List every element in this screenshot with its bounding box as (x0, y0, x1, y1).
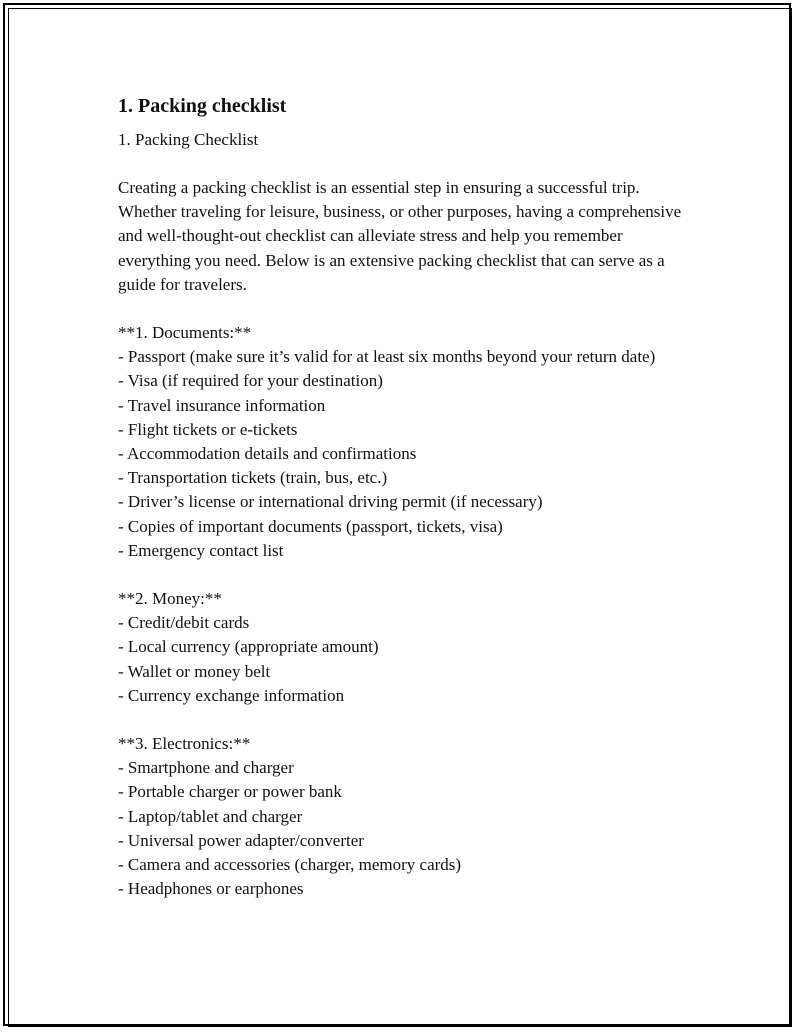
section-list (118, 345, 688, 563)
section-heading: **3. Electronics:** (118, 734, 251, 754)
list-item: - Transportation tickets (train, bus, etc.) (118, 468, 388, 488)
list-item: - Copies of important documents (passport, tickets, visa) (118, 516, 503, 536)
list-item: - Driver’s license or international driving permit (if necessary) (118, 492, 543, 512)
list-item: - Laptop/tablet and charger (118, 806, 303, 826)
intro-paragraph: Creating a packing checklist is an essential step in ensuring a successful trip. Whether traveling for leisure, business, or other purposes, having a comprehensive and well-thought-out checklist can alleviate stress and help you remember everything you need. Below is an extensive packing checklist that can serve as a guide for travelers. (118, 178, 682, 294)
list-item: - Camera and accessories (charger, memory cards) (118, 855, 462, 875)
section-money (118, 587, 688, 708)
document-body (118, 92, 688, 925)
list-item: - Flight tickets or e-tickets (118, 419, 298, 439)
list-item: - Visa (if required for your destination) (118, 371, 383, 391)
document-subtitle: 1. Packing Checklist (118, 130, 259, 149)
section-documents (118, 321, 688, 563)
list-item: - Local currency (appropriate amount) (118, 637, 379, 657)
section-heading: **2. Money:** (118, 589, 222, 609)
section-heading: **1. Documents:** (118, 323, 252, 343)
list-item: - Credit/debit cards (118, 613, 250, 633)
list-item: - Portable charger or power bank (118, 782, 342, 802)
list-item: - Headphones or earphones (118, 879, 304, 899)
list-item: - Travel insurance information (118, 395, 326, 415)
section-electronics (118, 732, 688, 901)
list-item: - Passport (make sure it’s valid for at least six months beyond your return date) (118, 347, 656, 367)
section-list (118, 756, 688, 901)
list-item: - Universal power adapter/converter (118, 830, 364, 850)
list-item: - Accommodation details and confirmations (118, 444, 417, 464)
list-item: - Emergency contact list (118, 540, 284, 560)
section-list (118, 611, 688, 708)
list-item: - Wallet or money belt (118, 661, 271, 681)
list-item: - Smartphone and charger (118, 758, 294, 778)
document-title: 1. Packing checklist (118, 95, 287, 117)
list-item: - Currency exchange information (118, 685, 345, 705)
